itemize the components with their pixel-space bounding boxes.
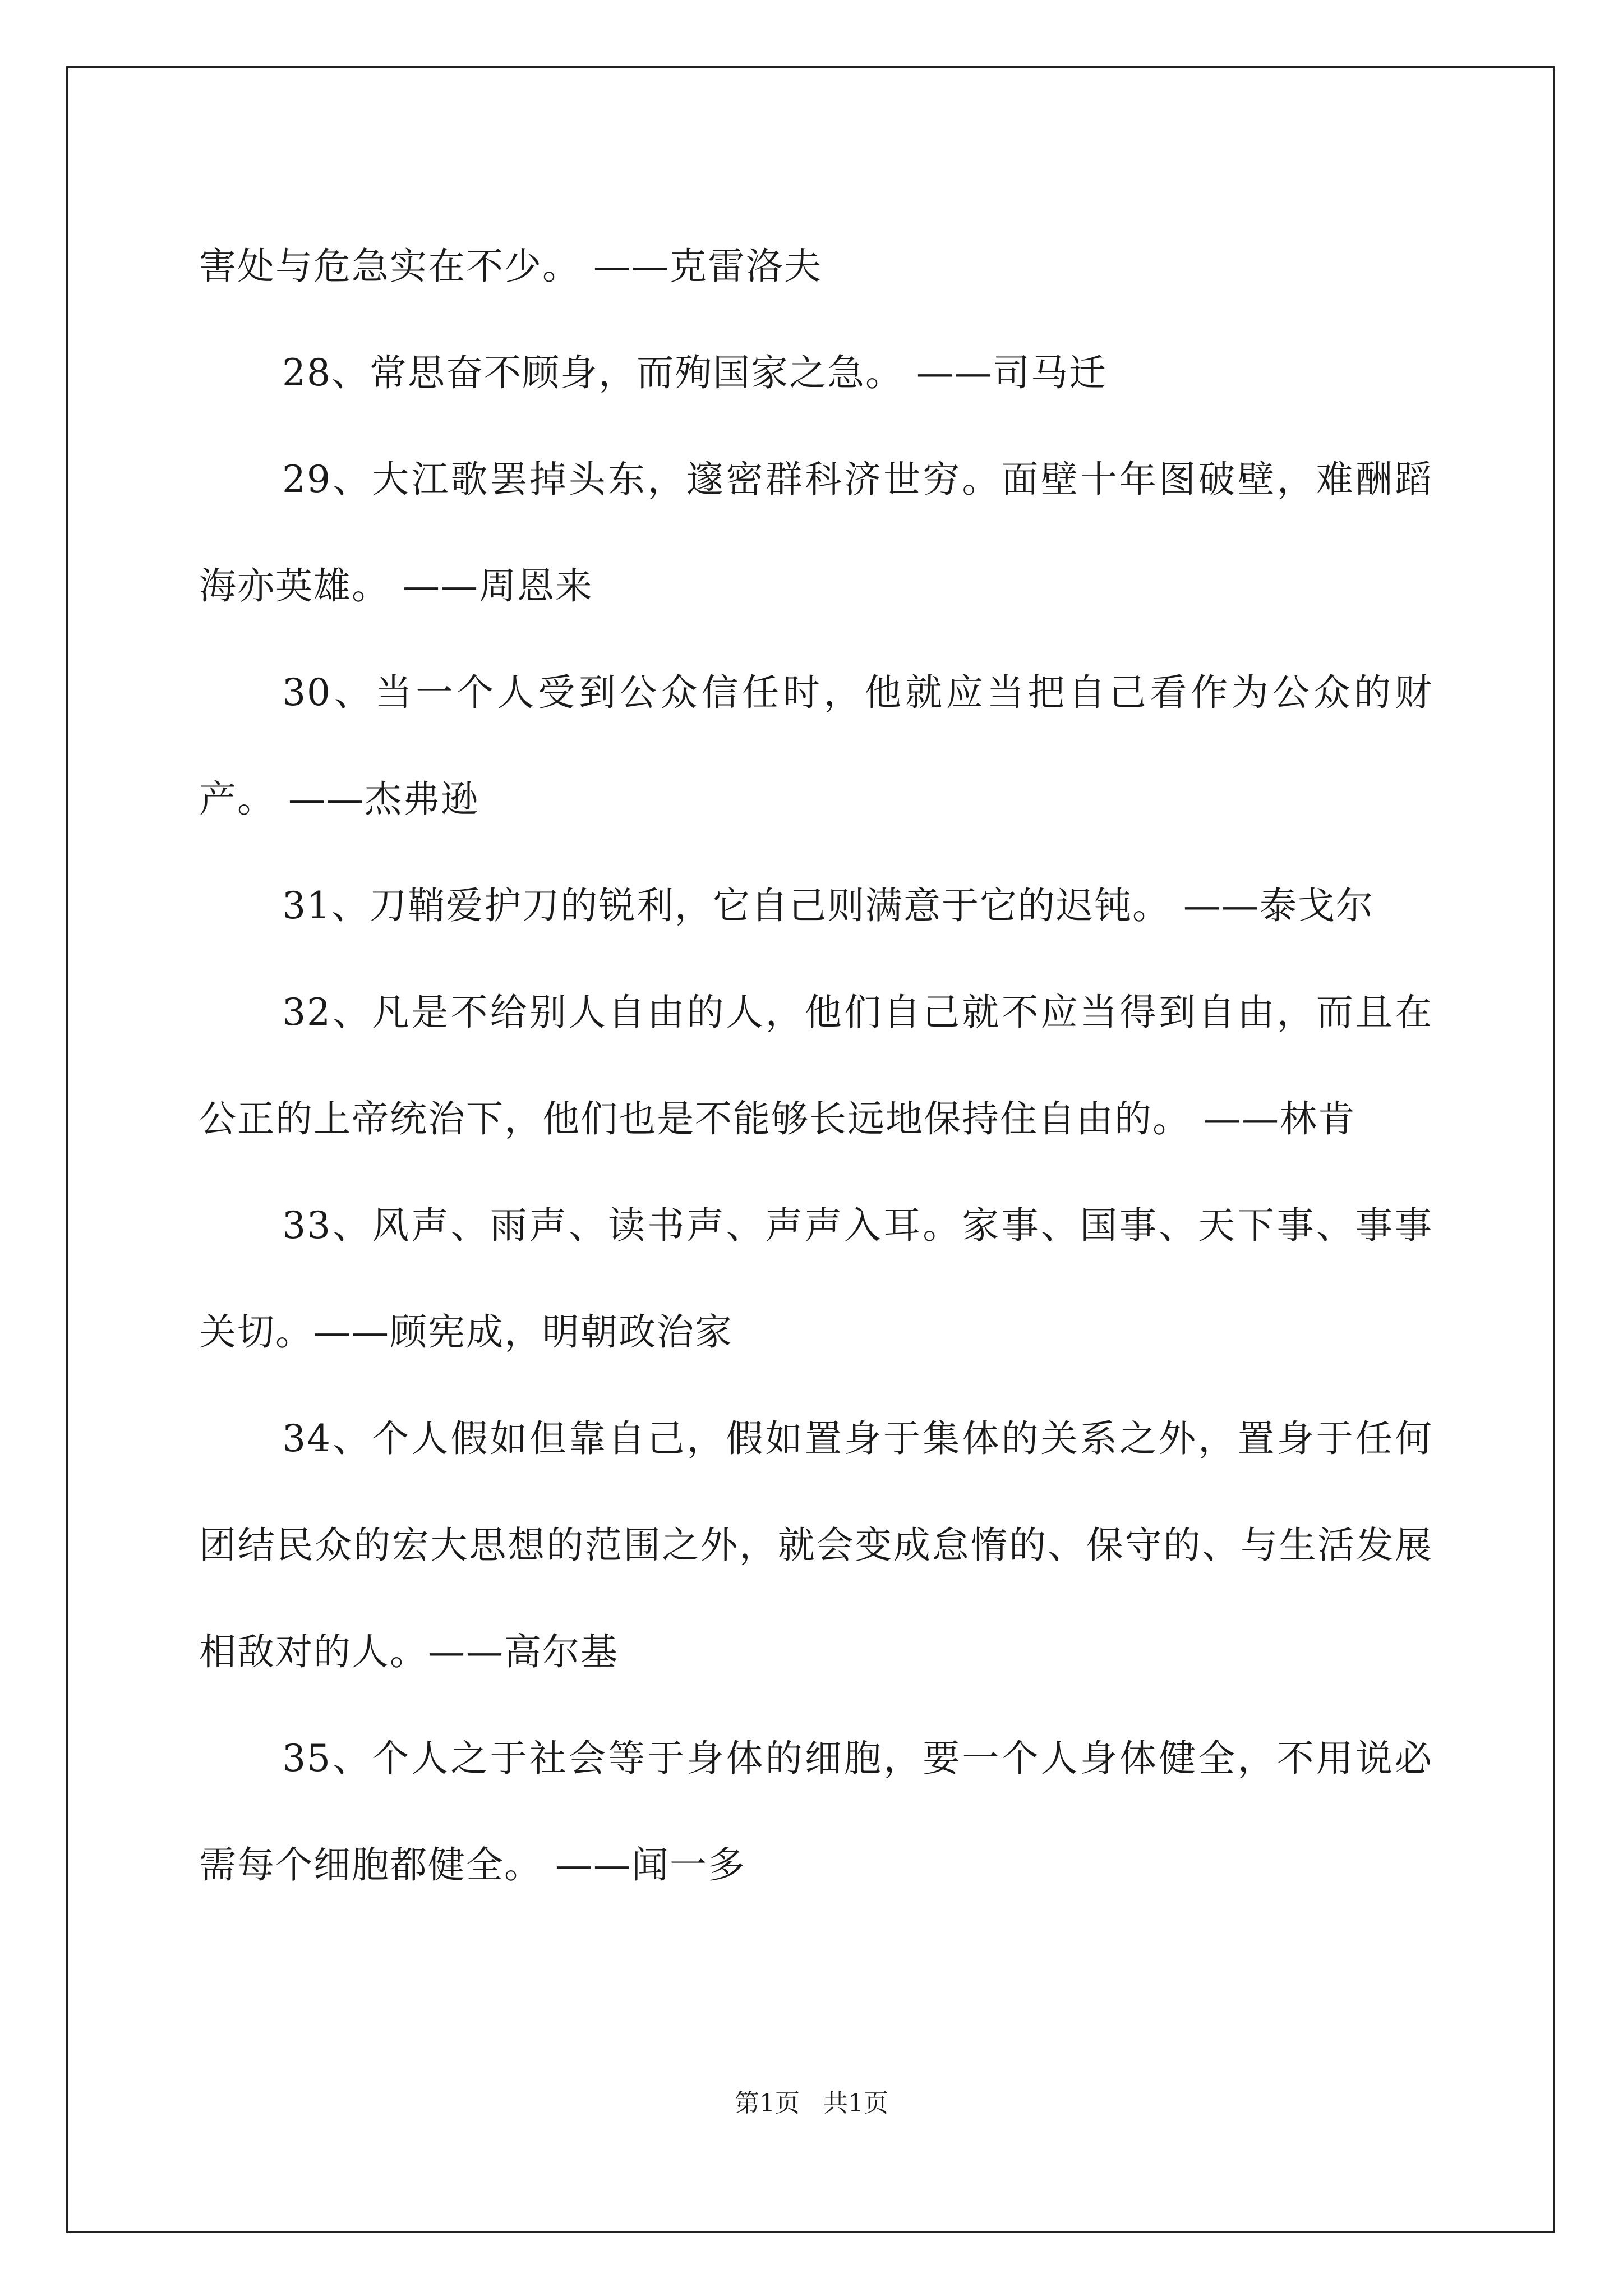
quote-31: 31、刀鞘爱护刀的锐利，它自己则满意于它的迟钝。 ——泰戈尔 (282, 884, 1374, 927)
document-body (199, 213, 1433, 1918)
quote-35: 35、个人之于社会等于身体的细胞，要一个人身体健全，不用说必需每个细胞都健全。 ——闻一多 (199, 1737, 1433, 1887)
paragraph-continuation: 害处与危急实在不少。 ——克雷洛夫 (199, 245, 822, 288)
page-number: 第1页 (735, 2089, 800, 2118)
quote-30: 30、当一个人受到公众信任时，他就应当把自己看作为公众的财产。 ——杰弗逊 (199, 671, 1433, 821)
quote-29: 29、大江歌罢掉头东，邃密群科济世穷。面壁十年图破壁，难酬蹈海亦英雄。 ——周恩来 (199, 458, 1433, 608)
quote-33: 33、风声、雨声、读书声、声声入耳。家事、国事、天下事、事事关切。——顾宪成，明朝政治家 (199, 1204, 1433, 1354)
quote-34: 34、个人假如但靠自己，假如置身于集体的关系之外，置身于任何团结民众的宏大思想的范围之外，就会变成怠惰的、保守的、与生活发展相敌对的人。——高尔基 (199, 1417, 1433, 1673)
quote-32: 32、凡是不给别人自由的人，他们自己就不应当得到自由，而且在公正的上帝统治下，他们也是不能够长远地保持住自由的。 ——林肯 (199, 991, 1433, 1140)
quote-28: 28、常思奋不顾身，而殉国家之急。 ——司马迁 (282, 351, 1107, 394)
page-total: 共1页 (823, 2089, 888, 2118)
page-footer (0, 2087, 1623, 2120)
